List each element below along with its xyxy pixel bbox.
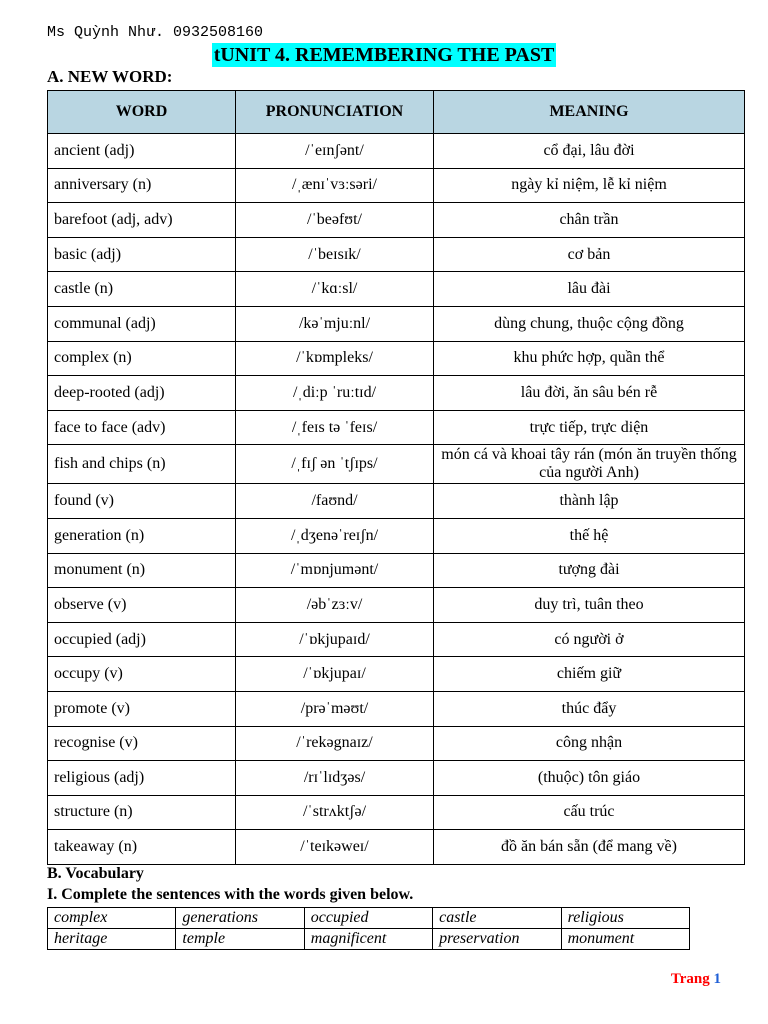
meaning-cell: món cá và khoai tây rán (món ăn truyền thống của người Anh) (434, 445, 745, 484)
word-cell: religious (adj) (48, 761, 236, 796)
vocabulary-table-body (48, 134, 745, 865)
meaning-cell: trực tiếp, trực diện (434, 410, 745, 445)
word-cell: observe (v) (48, 588, 236, 623)
word-box-cell: religious (561, 908, 689, 929)
meaning-cell: chiếm giữ (434, 657, 745, 692)
table-row (48, 518, 745, 553)
word-cell: ancient (adj) (48, 134, 236, 169)
table-row (48, 134, 745, 169)
table-row (48, 272, 745, 307)
pronunciation-cell: /ˌdiːp ˈruːtɪd/ (236, 376, 434, 411)
table-row (48, 306, 745, 341)
header-pronunciation: PRONUNCIATION (236, 91, 434, 134)
word-cell: generation (n) (48, 518, 236, 553)
word-cell: found (v) (48, 484, 236, 519)
pronunciation-cell: /kəˈmjuːnl/ (236, 306, 434, 341)
pronunciation-cell: /ˈmɒnjumənt/ (236, 553, 434, 588)
meaning-cell: duy trì, tuân theo (434, 588, 745, 623)
meaning-cell: công nhận (434, 726, 745, 761)
pronunciation-cell: /ˌænɪˈvɜːsəri/ (236, 168, 434, 203)
meaning-cell: có người ở (434, 622, 745, 657)
title-wrapper (0, 43, 768, 67)
word-cell: recognise (v) (48, 726, 236, 761)
table-row (48, 726, 745, 761)
word-cell: occupy (v) (48, 657, 236, 692)
word-cell: promote (v) (48, 691, 236, 726)
word-box-cell: complex (48, 908, 176, 929)
pronunciation-cell: /faʊnd/ (236, 484, 434, 519)
page-label: Trang (670, 971, 710, 987)
word-box-cell: monument (561, 929, 689, 950)
table-row (48, 588, 745, 623)
pronunciation-cell: /ˈkɑːsl/ (236, 272, 434, 307)
pronunciation-cell: /ˈɒkjupaɪ/ (236, 657, 434, 692)
meaning-cell: cơ bản (434, 237, 745, 272)
meaning-cell: lâu đài (434, 272, 745, 307)
meaning-cell: (thuộc) tôn giáo (434, 761, 745, 796)
meaning-cell: dùng chung, thuộc cộng đồng (434, 306, 745, 341)
pronunciation-cell: /ˈbeəfʊt/ (236, 203, 434, 238)
word-box-cell: magnificent (304, 929, 432, 950)
word-cell: fish and chips (n) (48, 445, 236, 484)
table-row (48, 237, 745, 272)
word-cell: anniversary (n) (48, 168, 236, 203)
meaning-cell: thế hệ (434, 518, 745, 553)
section-a-heading: A. NEW WORD: (47, 67, 173, 86)
word-cell: communal (adj) (48, 306, 236, 341)
page-footer (671, 971, 721, 988)
table-row (48, 691, 745, 726)
meaning-cell: cấu trúc (434, 795, 745, 830)
pronunciation-cell: /ˈkɒmpleks/ (236, 341, 434, 376)
word-cell: complex (n) (48, 341, 236, 376)
meaning-cell: thúc đẩy (434, 691, 745, 726)
meaning-cell: đồ ăn bán sẵn (để mang về) (434, 830, 745, 865)
meaning-cell: chân trần (434, 203, 745, 238)
pronunciation-cell: /ˌfeɪs tə ˈfeɪs/ (236, 410, 434, 445)
table-row (48, 484, 745, 519)
word-box-row (48, 908, 690, 929)
pronunciation-cell: /ˈbeɪsɪk/ (236, 237, 434, 272)
word-cell: monument (n) (48, 553, 236, 588)
word-box-cell: temple (176, 929, 304, 950)
word-cell: deep-rooted (adj) (48, 376, 236, 411)
meaning-cell: thành lập (434, 484, 745, 519)
meaning-cell: cổ đại, lâu đời (434, 134, 745, 169)
word-box-cell: generations (176, 908, 304, 929)
word-cell: takeaway (n) (48, 830, 236, 865)
word-box-row (48, 929, 690, 950)
table-row (48, 553, 745, 588)
table-row (48, 203, 745, 238)
table-row (48, 830, 745, 865)
section-b-heading: B. Vocabulary (47, 865, 144, 882)
pronunciation-cell: /ˈrekəgnaɪz/ (236, 726, 434, 761)
table-row (48, 168, 745, 203)
pronunciation-cell: /əbˈzɜːv/ (236, 588, 434, 623)
pronunciation-cell: /ˈteɪkəweɪ/ (236, 830, 434, 865)
pronunciation-cell: /ˌdʒenəˈreɪʃn/ (236, 518, 434, 553)
unit-title: tUNIT 4. REMEMBERING THE PAST (213, 44, 555, 66)
pronunciation-cell: /ˈstrʌktʃə/ (236, 795, 434, 830)
header-meaning: MEANING (434, 91, 745, 134)
table-row (48, 376, 745, 411)
meaning-cell: ngày kỉ niệm, lễ kỉ niệm (434, 168, 745, 203)
word-box-cell: occupied (304, 908, 432, 929)
word-cell: occupied (adj) (48, 622, 236, 657)
word-box-cell: heritage (48, 929, 176, 950)
table-row (48, 761, 745, 796)
word-box-table (47, 907, 690, 950)
table-row (48, 795, 745, 830)
pronunciation-cell: /ˌfɪʃ ən ˈtʃɪps/ (236, 445, 434, 484)
pronunciation-cell: /ˈeɪnʃənt/ (236, 134, 434, 169)
meaning-cell: khu phức hợp, quần thể (434, 341, 745, 376)
word-cell: castle (n) (48, 272, 236, 307)
word-box-cell: castle (433, 908, 561, 929)
meaning-cell: tượng đài (434, 553, 745, 588)
word-box-body (48, 908, 690, 950)
word-cell: structure (n) (48, 795, 236, 830)
exercise-1-instruction: I. Complete the sentences with the words given below. (47, 886, 414, 903)
word-box-cell: preservation (433, 929, 561, 950)
table-row (48, 341, 745, 376)
table-row (48, 657, 745, 692)
author-contact-line: Ms Quỳnh Như. 0932508160 (47, 24, 264, 41)
word-cell: barefoot (adj, adv) (48, 203, 236, 238)
meaning-cell: lâu đời, ăn sâu bén rễ (434, 376, 745, 411)
vocabulary-table (47, 90, 745, 865)
table-row (48, 445, 745, 484)
pronunciation-cell: /prəˈməʊt/ (236, 691, 434, 726)
vocabulary-header-row (48, 91, 745, 134)
table-row (48, 622, 745, 657)
header-word: WORD (48, 91, 236, 134)
pronunciation-cell: /rɪˈlɪdʒəs/ (236, 761, 434, 796)
word-cell: basic (adj) (48, 237, 236, 272)
word-cell: face to face (adv) (48, 410, 236, 445)
table-row (48, 410, 745, 445)
pronunciation-cell: /ˈɒkjupaɪd/ (236, 622, 434, 657)
page-number: 1 (713, 971, 721, 987)
